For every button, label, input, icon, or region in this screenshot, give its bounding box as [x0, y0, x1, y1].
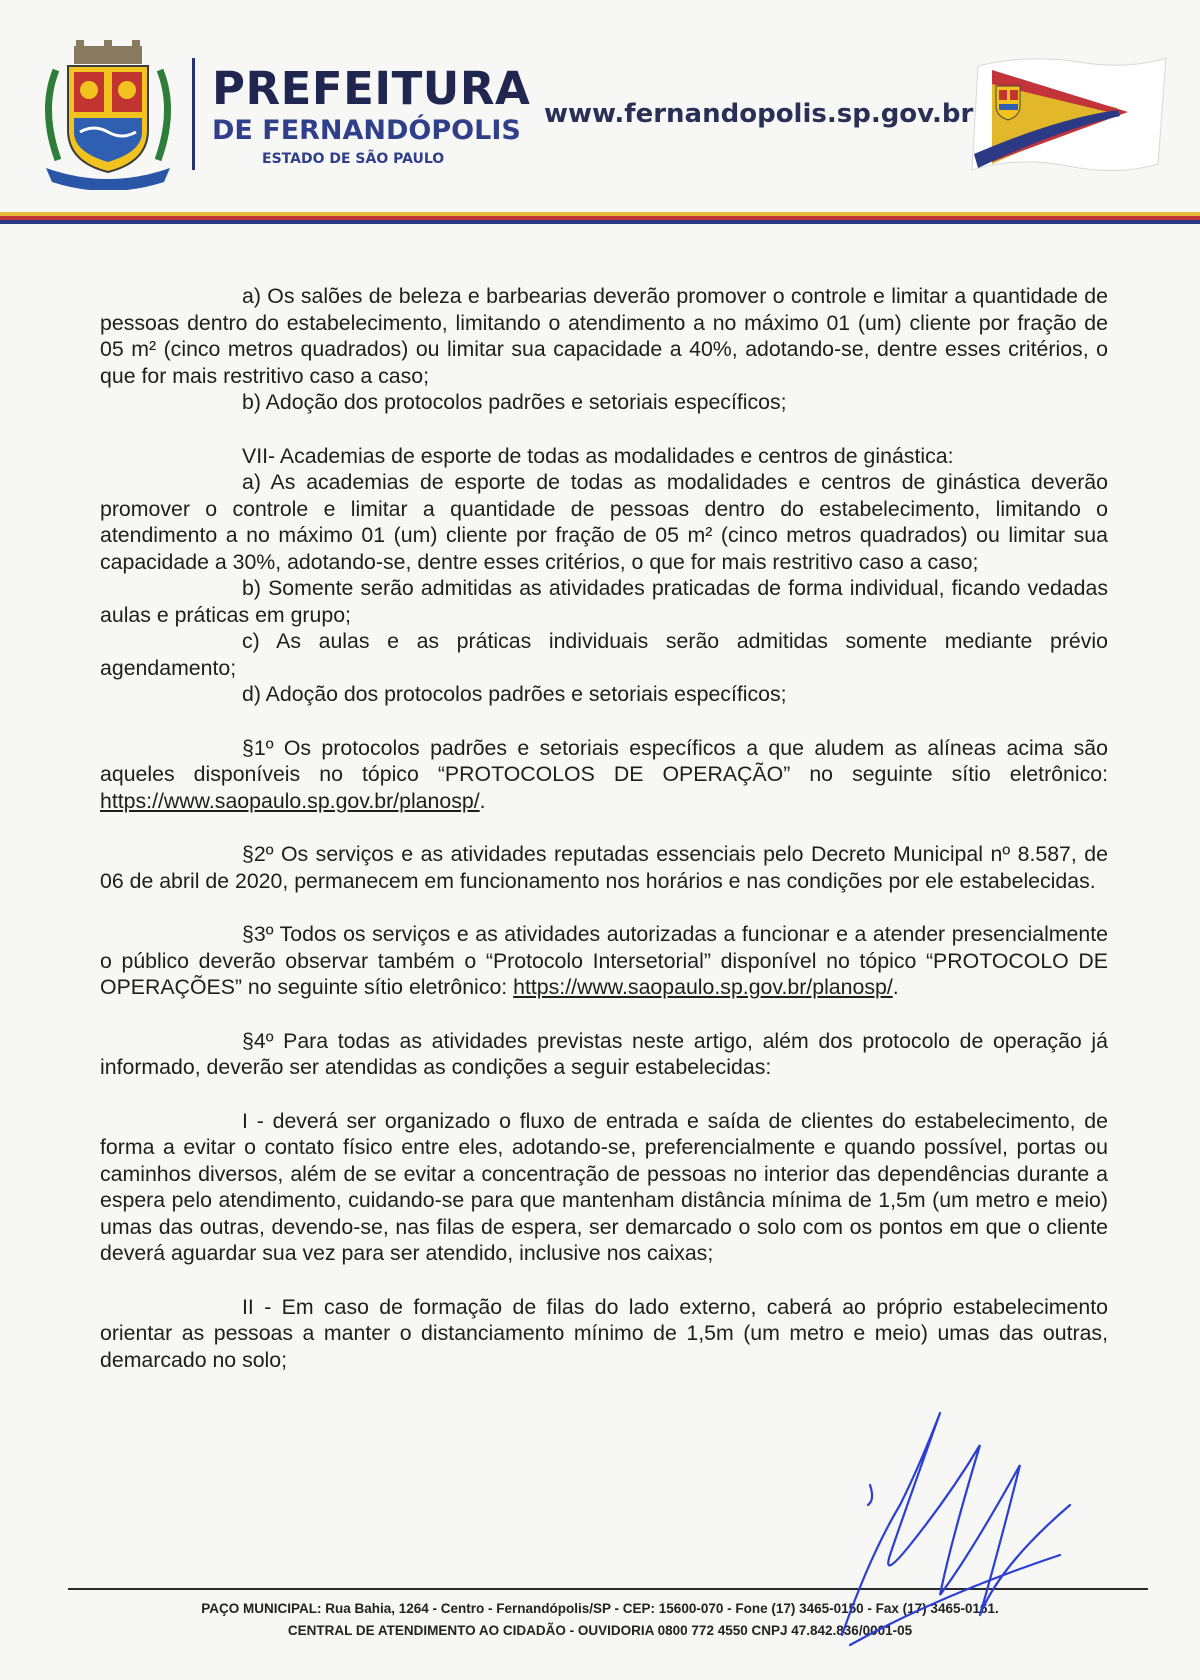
- letterhead: [0, 0, 1200, 210]
- section-1-link[interactable]: https://www.saopaulo.sp.gov.br/planosp/: [100, 788, 480, 813]
- brand-title: PREFEITURA: [212, 62, 531, 115]
- header-divider: [192, 58, 195, 170]
- section-1-end: .: [479, 788, 486, 813]
- paragraph-gyms-a: a) As academias de esporte de todas as modalidades e centros de ginástica deverão promover o controle e limitar a quantidade de pessoas dentro do estabelecimento, limitando o atendimento a no máximo 01 (um) cliente por fração de 05 m² (cinco metros quadrados) ou limitar sua capacidade a 30%, adotando-se, dentre esses critérios, o que for mais restritivo caso a caso;: [100, 470, 1108, 574]
- paragraph-gyms-b: b) Somente serão admitidas as atividades praticadas de forma individual, ficando vedadas aulas e práticas em grupo;: [100, 576, 1108, 627]
- brand-block: [212, 62, 531, 167]
- header-stripes: [0, 212, 1200, 224]
- paragraph-gyms-d: d) Adoção dos protocolos padrões e setoriais específicos;: [242, 682, 787, 706]
- footer-contact: CENTRAL DE ATENDIMENTO AO CIDADÃO - OUVIDORIA 0800 772 4550 CNPJ 47.842.836/0001-05: [287, 1623, 913, 1638]
- paragraph-item-ii: II - Em caso de formação de filas do lado externo, caberá ao próprio estabelecimento orientar as pessoas a manter o distanciamento mínimo de 1,5m (um metro e meio) umas das outras, demarcado no solo;: [100, 1294, 1108, 1372]
- paragraph-section-4: §4º Para todas as atividades previstas neste artigo, além dos protocolo de operação já informado, deverão ser atendidas as condições a seguir estabelecidas:: [100, 1028, 1108, 1079]
- paragraph-item-i: I - deverá ser organizado o fluxo de entrada e saída de clientes do estabelecimento, de forma a evitar o contato físico entre eles, adotando-se, preferencialmente e quando possível, portas ou caminhos diversos, além de se evitar a concentração de pessoas no interior das dependências durante a espera pelo atendimento, cuidando-se para que mantenham distância mínima de 1,5m (um metro e meio) umas das outras, devendo-se, nas filas de espera, ser demarcado o solo com os pontos em que o cliente deverá aguardar sua vez para ser atendido, inclusive nos caixas;: [100, 1108, 1108, 1265]
- footer: [0, 1598, 1200, 1642]
- section-1-text: §1º Os protocolos padrões e setoriais específicos a que aludem as alíneas acima são aqueles disponíveis no tópico “PROTOCOLOS DE OPERAÇÃO” no seguinte sítio eletrônico:: [100, 735, 1108, 786]
- city-flag-icon: [968, 46, 1168, 178]
- website-url: www.fernandopolis.sp.gov.br: [544, 99, 974, 129]
- section-3-link[interactable]: https://www.saopaulo.sp.gov.br/planosp/: [513, 975, 893, 999]
- paragraph-section-1: [100, 735, 1108, 815]
- paragraph-salons-a: a) Os salões de beleza e barbearias deverão promover o controle e limitar a quantidade de pessoas dentro do estabelecimento, limitando o atendimento a no máximo 01 (um) cliente por fração de 05 m² (cinco metros quadrados) ou limitar sua capacidade a 40%, adotando-se, dentre esses critérios, o que for mais restritivo caso a caso;: [100, 284, 1108, 388]
- brand-subtitle: DE FERNANDÓPOLIS: [212, 115, 521, 146]
- paragraph-section-3: [100, 921, 1108, 1001]
- item-vii-heading: VII- Academias de esporte de todas as modalidades e centros de ginástica:: [242, 443, 954, 468]
- section-3-end: .: [892, 975, 899, 999]
- paragraph-salons-b: b) Adoção dos protocolos padrões e setoriais específicos;: [242, 390, 787, 414]
- paragraph-section-2: §2º Os serviços e as atividades reputadas essenciais pelo Decreto Municipal nº 8.587, de 06 de abril de 2020, permanecem em funcionamento nos horários e nas condições por ele estabelecidas.: [100, 842, 1108, 893]
- footer-address: PAÇO MUNICIPAL: Rua Bahia, 1264 - Centro - Fernandópolis/SP - CEP: 15600-070 - Fone (17) 3465-0150 - Fax (17) 3465-0161.: [201, 1601, 999, 1616]
- city-crest-icon: [38, 40, 178, 190]
- document-body: [100, 283, 1108, 1373]
- footer-divider: [68, 1588, 1148, 1590]
- brand-state: ESTADO DE SÃO PAULO: [262, 151, 445, 167]
- paragraph-gyms-c: c) As aulas e as práticas individuais serão admitidas somente mediante prévio agendamento;: [100, 629, 1108, 680]
- section-3-text: §3º Todos os serviços e as atividades autorizadas a funcionar e a atender presencialmente o público deverão observar também o “Protocolo Intersetorial” disponível no tópico “PROTOCOLO DE OPERAÇÕES” no seguinte sítio eletrônico:: [100, 922, 1108, 999]
